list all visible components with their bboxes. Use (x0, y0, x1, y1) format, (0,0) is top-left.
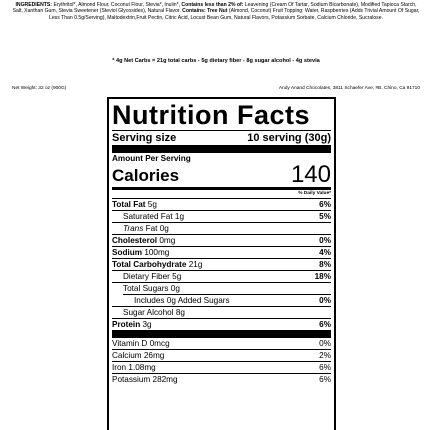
panel-title: Nutrition Facts (112, 100, 311, 130)
nutrient-row-added-sugars (123, 294, 331, 306)
nutrient-label: Sugar Alcohol (123, 308, 174, 317)
nutrient-row-cholesterol (112, 234, 331, 246)
net-weight: Net Weight: 32 oz (900G) (12, 86, 67, 91)
nutrient-row-protein (112, 318, 331, 330)
nutrient-dv: 0% (319, 236, 331, 245)
nutrient-amount: 100mg (144, 248, 170, 257)
daily-value-header: % Daily Value* (298, 191, 331, 196)
nutrient-amount: 1g (174, 212, 184, 221)
ingredients-text (10, 2, 422, 21)
divider-thick (112, 145, 331, 153)
nutrient-label: Cholesterol (112, 236, 158, 245)
vitamin-row-vitamin-d (112, 338, 331, 349)
vitamin-dv: 0% (319, 339, 331, 348)
nutrient-label: Total Carbohydrate (112, 260, 187, 269)
nutrient-dv: 6% (319, 320, 331, 329)
nutrient-row-total-fat (112, 198, 331, 210)
vitamin-amount: 0mcg (149, 339, 170, 348)
nutrient-label: Sodium (112, 248, 143, 257)
vitamin-amount: 26mg (143, 351, 165, 360)
nutrient-row-total-sugars (112, 282, 331, 294)
calories-row (112, 163, 331, 187)
ingredients-rest: Leavening (Cream Of Tartar, Sodium Bicarbonate), Modified Tapioca Starch, Salt, Xanthan Gum, Stevia Sweetener (Steviol Glycosides), Natural Flavor. (12, 2, 417, 15)
meta-line (12, 86, 420, 91)
vitamin-label: Iron (112, 363, 127, 372)
vitamin-row-potassium (112, 373, 331, 385)
nutrient-amount: 21g (188, 260, 203, 269)
nutrition-facts-panel (107, 97, 336, 430)
vitamin-label: Potassium (112, 375, 151, 384)
nutrient-label: Saturated Fat (123, 212, 173, 221)
nutrient-amount: 0g (170, 284, 180, 293)
nutrient-label: Trans (123, 224, 144, 233)
vitamin-row-calcium (112, 349, 331, 361)
serving-size-label: Serving size (112, 132, 177, 144)
calories-value: 140 (290, 161, 331, 188)
net-carbs-note: * 4g Net Carbs = 21g total carbs - 5g dietary fiber - 8g sugar alcohol - 4g stevia (112, 58, 320, 64)
nutrient-label: Dietary Fiber (123, 272, 170, 281)
serving-size-row (112, 131, 331, 145)
calories-label: Calories (112, 166, 180, 185)
vitamin-dv: 2% (319, 351, 331, 360)
vitamin-label: Vitamin D (112, 339, 148, 348)
vitamin-dv: 6% (319, 363, 331, 372)
vitamin-label: Calcium (112, 351, 142, 360)
nutrient-row-total-carbohydrate (112, 258, 331, 270)
nutrient-amount: 5g (172, 272, 182, 281)
divider-thick (112, 330, 331, 338)
nutrient-dv: 5% (319, 212, 331, 221)
nutrient-amount: 8g (175, 308, 185, 317)
nutrient-row-saturated-fat (112, 210, 331, 222)
amount-per-serving: Amount Per Serving (112, 154, 191, 163)
nutrient-row-sodium (112, 246, 331, 258)
nutrient-amount: 5g (147, 200, 157, 209)
nutrient-row-trans-fat (112, 222, 331, 234)
nutrient-amount: 3g (142, 320, 152, 329)
nutrient-label: Total Sugars (123, 284, 169, 293)
nutrient-row-dietary-fiber (112, 270, 331, 282)
nutrient-amount: 0mg (159, 236, 176, 245)
nutrient-row-sugar-alcohol (112, 306, 331, 318)
vitamin-dv: 6% (319, 375, 331, 384)
nutrient-dv: 6% (319, 200, 331, 209)
manufacturer-address: Andy Anand Chocolates, 3811 Schaefer Ave, #B, Chino, Ca 91710 (278, 86, 420, 91)
tree-nut-rest: (Almond, Coconut) Fruit Topping: Water, Raspberries (Adds Trivial Amount Of Sugar, Less Than 0.5g/Serving), Maltodextrin,Fruit Pectin, Citric Acid, Locust Bean Gum, Natural Flavors, Potassium Sorbate, Calcium Chloride, Sucralose. (49, 8, 420, 21)
nutrient-dv: 8% (319, 260, 331, 269)
contains-less-label: Contains less than 2% of: (181, 2, 244, 8)
nutrient-label-suffix: Fat (145, 224, 158, 233)
nutrient-dv: 4% (319, 248, 331, 257)
serving-size-value: 10 serving (30g) (247, 132, 331, 144)
nutrient-amount: 0g (159, 224, 169, 233)
nutrient-dv: 18% (314, 272, 331, 281)
ingredients-label: INGREDIENTS: (15, 2, 53, 8)
nutrient-label: Protein (112, 320, 141, 329)
nutrient-label: Includes 0g Added Sugars (134, 296, 230, 305)
vitamin-amount: 282mg (152, 375, 178, 384)
ingredients-main: Erythritol*, Almond Flour, Coconut Flour, Stevia*, Inulin*, (53, 2, 180, 8)
tree-nut-label: Contains: Tree Nut (182, 8, 228, 15)
nutrient-dv: 0% (319, 296, 331, 305)
vitamin-amount: 1.08mg (128, 363, 156, 372)
nutrient-label: Total Fat (112, 200, 146, 209)
vitamin-row-iron (112, 361, 331, 373)
